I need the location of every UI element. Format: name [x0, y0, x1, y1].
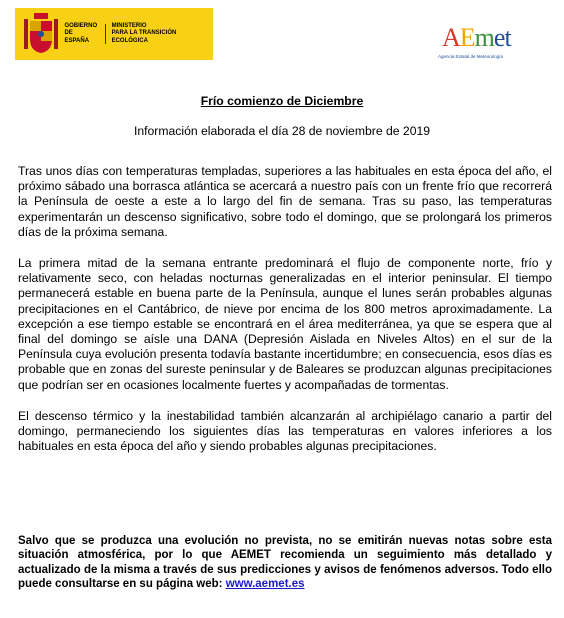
footer-note — [18, 534, 552, 592]
document-title: Frío comienzo de Diciembre — [200, 94, 364, 108]
aemet-logo-subtitle: Agencia Estatal de Meteorología — [438, 54, 504, 59]
coat-of-arms-icon — [21, 11, 60, 57]
paragraph-3: El descenso térmico y la inestabilidad también alcanzarán al archipiélago canario a partir del domingo, permaneciendo los siguientes días las temperaturas en valores inferiores a los habituales en esta época del año y siendo probables algunas precipitaciones. — [18, 409, 552, 454]
aemet-website-link[interactable]: www.aemet.es — [225, 578, 305, 591]
aemet-logo-wordmark: AEmet — [442, 23, 511, 52]
ministry-label: MINISTERIO PARA LA TRANSICIÓN ECOLÓGICA — [111, 22, 177, 44]
government-label: GOBIERNO DE ESPAÑA — [60, 24, 105, 44]
paragraph-1: Tras unos días con temperaturas templadas, superiores a las habituales en esta época del año, el próximo sábado una borrasca atlántica se acercará a nuestro país con un frente frío que recorrerá la Península de oeste a este a lo largo del fin de semana. Tras su paso, las temperaturas experimentarán un descenso significativo, sobre todo el domingo, que se prolongará los primeros días de la próxima semana. — [18, 164, 552, 239]
government-logo — [15, 8, 213, 60]
paragraph-2: La primera mitad de la semana entrante predominará el flujo de componente norte, frío y relativamente seco, con heladas nocturnas generalizadas en el interior peninsular. El tiempo permanecerá estable en buena parte de la Península, aunque el lunes serán probables algunas precipitaciones en el Cantábrico, de nieve por encima de los 800 metros aproximadamente. La excepción a ese tiempo estable se encontrará en el área mediterránea, ya que se espera que al final del domingo se aísle una DANA (Depresión Aislada en Niveles Altos) en el sur de la Península cuya evolución presenta todavía bastante incertidumbre; en consecuencia, esos días es probable que en zonas del sureste peninsular y de Baleares se produzcan algunas precipitaciones que podrían ser en ocasiones localmente fuertes y acompañadas de tormentas. — [18, 256, 552, 392]
aemet-logo — [436, 18, 526, 63]
footer-text: Salvo que se produzca una evolución no prevista, no se emitirán nuevas notas sobre esta situación atmosférica, por lo que AEMET recomienda un seguimiento más detallado y actualizado de la misma a través de sus predicciones y avisos de fenómenos adversos. Todo ello puede consultarse en su página web: — [18, 535, 552, 591]
document-subtitle: Información elaborada el día 28 de noviembre de 2019 — [133, 124, 431, 138]
